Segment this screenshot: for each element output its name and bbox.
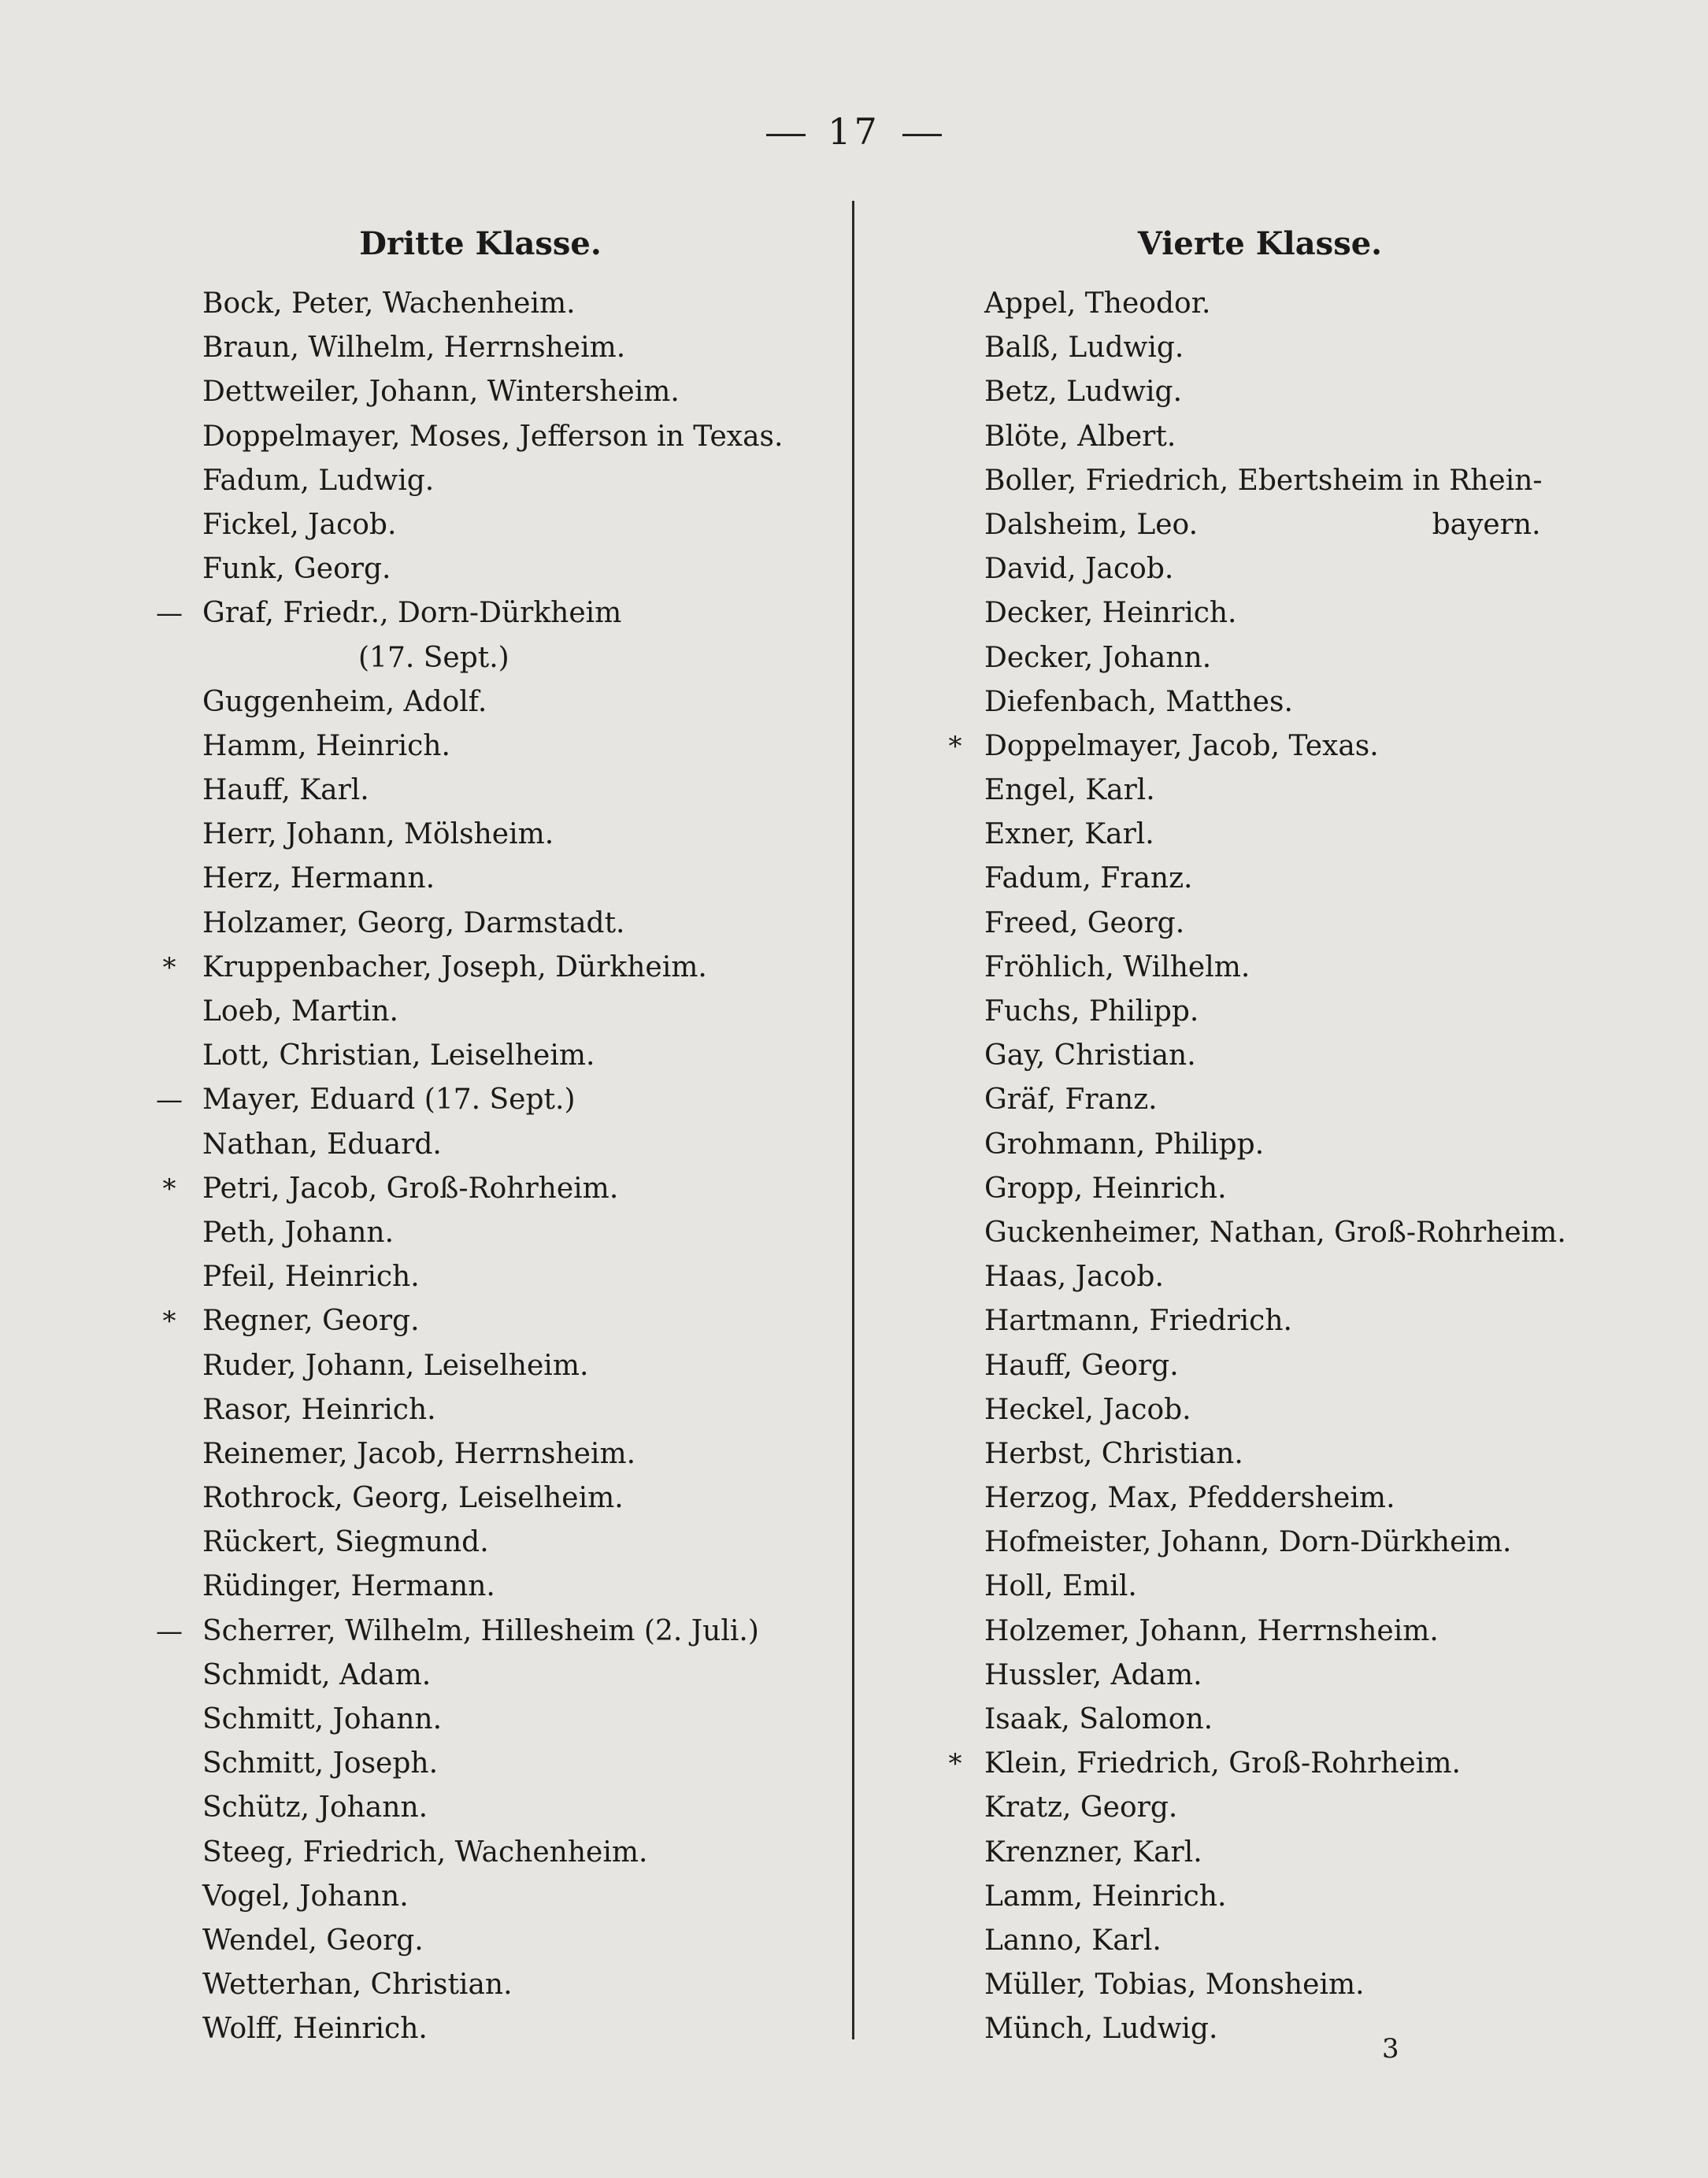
list-item [142, 1034, 819, 1078]
entry-text: Schmidt, Adam. [202, 1658, 432, 1691]
list-item [142, 1255, 819, 1299]
list-item [142, 857, 819, 901]
list-item [937, 1388, 1583, 1432]
list-item [937, 459, 1583, 503]
list-item [937, 1167, 1583, 1211]
entry-text: Gay, Christian. [984, 1039, 1196, 1072]
entry-text: Fröhlich, Wilhelm. [984, 950, 1250, 983]
entry-mark: * [162, 1172, 176, 1205]
entry-text: Haas, Jacob. [984, 1261, 1164, 1294]
entry-text: Klein, Friedrich, Groß-Rohrheim. [984, 1747, 1461, 1780]
entry-text: Lott, Christian, Leiselheim. [202, 1039, 595, 1072]
entry-mark: — [156, 598, 183, 630]
entry-text: Schmitt, Johann. [202, 1703, 443, 1735]
entry-text: Pfeil, Heinrich. [202, 1261, 420, 1294]
list-item [937, 591, 1583, 635]
entry-text: Heckel, Jacob. [984, 1393, 1191, 1426]
list-item [142, 680, 819, 724]
list-item [937, 1875, 1583, 1919]
entry-text: Regner, Georg. [202, 1305, 420, 1338]
entry-text: Graf, Friedr., Dorn-Dürkheim [202, 597, 622, 630]
list-item [142, 1609, 819, 1654]
list-item [937, 2007, 1583, 2051]
entry-text: Loeb, Martin. [202, 995, 398, 1028]
entry-text: Peth, Johann. [202, 1216, 395, 1249]
entry-text: Herz, Hermann. [202, 862, 435, 895]
header-dash-left [766, 134, 806, 136]
right-entry-list [937, 282, 1583, 2052]
list-item [937, 1565, 1583, 1609]
list-item [937, 503, 1583, 547]
list-item [142, 902, 819, 946]
entry-text: Doppelmayer, Jacob, Texas. [984, 729, 1379, 762]
list-item [142, 1078, 819, 1122]
list-item [142, 1211, 819, 1255]
entry-text: Scherrer, Wilhelm, Hillesheim (2. Juli.) [202, 1614, 759, 1647]
entry-text: Mayer, Eduard (17. Sept.) [202, 1083, 576, 1117]
list-item [937, 1211, 1583, 1255]
list-item [937, 282, 1583, 326]
entry-text: Isaak, Salomon. [984, 1703, 1213, 1735]
list-item [937, 1963, 1583, 2007]
list-item [937, 1034, 1583, 1078]
list-item [142, 1521, 819, 1565]
left-entry-list [142, 282, 819, 2052]
entry-text: Funk, Georg. [202, 553, 391, 586]
list-item [937, 1831, 1583, 1875]
entry-mark: — [156, 1615, 183, 1647]
list-item [937, 547, 1583, 591]
entry-text: Hartmann, Friedrich. [984, 1305, 1292, 1338]
list-item [937, 1078, 1583, 1122]
entry-text: Wendel, Georg. [202, 1924, 424, 1957]
list-item [937, 1344, 1583, 1388]
list-item [142, 1123, 819, 1167]
list-item [937, 990, 1583, 1034]
entry-text: Blöte, Albert. [984, 420, 1176, 453]
entry-text: Guckenheimer, Nathan, Groß-Rohrheim. [984, 1216, 1566, 1249]
list-item [142, 547, 819, 591]
list-item [937, 1299, 1583, 1343]
list-item [937, 769, 1583, 813]
left-column-title: Dritte Klasse. [359, 225, 602, 262]
entry-text: Vogel, Johann. [202, 1880, 409, 1913]
entry-text: Lanno, Karl. [984, 1924, 1162, 1957]
list-item [937, 1123, 1583, 1167]
entry-text: Balß, Ludwig. [984, 332, 1184, 365]
list-item [142, 1299, 819, 1343]
entry-text: Schütz, Johann. [202, 1791, 428, 1824]
entry-text: Exner, Karl. [984, 818, 1154, 851]
entry-mark: * [948, 730, 962, 762]
right-column-title: Vierte Klasse. [1137, 225, 1383, 262]
list-item [142, 636, 819, 680]
entry-text: Gropp, Heinrich. [984, 1172, 1227, 1205]
entry-mark: * [162, 1306, 176, 1338]
entry-text: Decker, Johann. [984, 641, 1212, 674]
list-item [142, 415, 819, 459]
entry-text: Boller, Friedrich, Ebertsheim in Rhein- [984, 464, 1543, 497]
list-item [937, 902, 1583, 946]
entry-text: Gräf, Franz. [984, 1083, 1158, 1117]
entry-text: Fadum, Franz. [984, 862, 1193, 895]
list-item [937, 1521, 1583, 1565]
list-item [142, 946, 819, 990]
list-item [142, 1167, 819, 1211]
list-item [142, 769, 819, 813]
page-number: 17 [828, 110, 880, 153]
list-item [937, 1255, 1583, 1299]
list-item [142, 1565, 819, 1609]
list-item [142, 1698, 819, 1742]
list-item [937, 1919, 1583, 1963]
list-item [937, 857, 1583, 901]
page-header [0, 110, 1708, 153]
entry-text: Diefenbach, Matthes. [984, 685, 1293, 718]
list-item [937, 1609, 1583, 1654]
entry-text: Holzamer, Georg, Darmstadt. [202, 906, 625, 939]
list-item [142, 1786, 819, 1830]
list-item [142, 370, 819, 414]
list-item [142, 503, 819, 547]
list-item [142, 326, 819, 370]
entry-text: Rückert, Siegmund. [202, 1526, 489, 1559]
list-item [937, 636, 1583, 680]
column-divider [852, 201, 854, 2039]
entry-text: Müller, Tobias, Monsheim. [984, 1969, 1365, 2002]
list-item [142, 591, 819, 635]
entry-mark: * [162, 951, 176, 983]
list-item [142, 1344, 819, 1388]
entry-text: Rüdinger, Hermann. [202, 1570, 495, 1603]
list-item [937, 415, 1583, 459]
entry-text: Ruder, Johann, Leiselheim. [202, 1349, 589, 1382]
entry-text: Fuchs, Philipp. [984, 995, 1199, 1028]
entry-text: (17. Sept.) [358, 641, 509, 674]
list-item [937, 1654, 1583, 1698]
list-item [142, 282, 819, 326]
entry-mark: * [948, 1748, 962, 1780]
entry-text: Bock, Peter, Wachenheim. [202, 287, 576, 320]
list-item [937, 1476, 1583, 1521]
entry-text: Lamm, Heinrich. [984, 1880, 1227, 1913]
list-item [142, 1875, 819, 1919]
entry-text: Hauff, Karl. [202, 774, 369, 807]
entry-text: Holl, Emil. [984, 1570, 1137, 1603]
entry-text: Reinemer, Jacob, Herrnsheim. [202, 1437, 636, 1470]
list-item [142, 1388, 819, 1432]
list-item [142, 1831, 819, 1875]
list-item [142, 1742, 819, 1786]
list-item [142, 724, 819, 769]
entry-text: Münch, Ludwig. [984, 2013, 1218, 2046]
entry-text: Hamm, Heinrich. [202, 729, 450, 762]
list-item [142, 1476, 819, 1521]
entry-text: Hofmeister, Johann, Dorn-Dürkheim. [984, 1526, 1512, 1559]
entry-text: Hussler, Adam. [984, 1658, 1202, 1691]
entry-text: Holzemer, Johann, Herrnsheim. [984, 1614, 1439, 1647]
left-column [142, 220, 819, 2052]
header-dash-right [902, 134, 942, 136]
entry-text: Betz, Ludwig. [984, 376, 1183, 409]
entry-text: Steeg, Friedrich, Wachenheim. [202, 1835, 648, 1869]
entry-text: Herbst, Christian. [984, 1437, 1243, 1470]
entry-text: Engel, Karl. [984, 774, 1155, 807]
list-item [142, 459, 819, 503]
entry-text: David, Jacob. [984, 553, 1174, 586]
sheet-number: 3 [1382, 2033, 1399, 2065]
entry-text: Wolff, Heinrich. [202, 2013, 428, 2046]
list-item [937, 1742, 1583, 1786]
entry-text: Fadum, Ludwig. [202, 464, 435, 497]
right-column [937, 220, 1583, 2052]
list-item [937, 370, 1583, 414]
list-item [937, 1432, 1583, 1476]
entry-text: Nathan, Eduard. [202, 1128, 442, 1161]
entry-text: Decker, Heinrich. [984, 597, 1237, 630]
list-item [142, 1432, 819, 1476]
entry-text: Krenzner, Karl. [984, 1835, 1202, 1869]
list-item [142, 1919, 819, 1963]
list-item [142, 1654, 819, 1698]
entry-text: Herzog, Max, Pfeddersheim. [984, 1482, 1395, 1515]
list-item [937, 326, 1583, 370]
entry-mark: — [156, 1084, 183, 1117]
list-item [142, 990, 819, 1034]
entry-text: Kratz, Georg. [984, 1791, 1178, 1824]
entry-text: Guggenheim, Adolf. [202, 685, 487, 718]
list-item [142, 2007, 819, 2051]
entry-text: Doppelmayer, Moses, Jefferson in Texas. [202, 420, 784, 453]
entry-text: Rasor, Heinrich. [202, 1393, 436, 1426]
list-item [937, 724, 1583, 769]
entry-text: Herr, Johann, Mölsheim. [202, 818, 554, 851]
list-item [937, 946, 1583, 990]
entry-text: Freed, Georg. [984, 906, 1185, 939]
entry-text: Petri, Jacob, Groß-Rohrheim. [202, 1172, 619, 1205]
entry-text: Wetterhan, Christian. [202, 1969, 513, 2002]
entry-text: Schmitt, Joseph. [202, 1747, 439, 1780]
list-item [142, 1963, 819, 2007]
entry-text: Dalsheim, Leo. bayern. [984, 508, 1541, 541]
entry-text: Grohmann, Philipp. [984, 1128, 1265, 1161]
entry-text: Hauff, Georg. [984, 1349, 1179, 1382]
entry-text: Braun, Wilhelm, Herrnsheim. [202, 332, 626, 365]
entry-text: Dettweiler, Johann, Wintersheim. [202, 376, 680, 409]
entry-text: Kruppenbacher, Joseph, Dürkheim. [202, 950, 707, 983]
list-item [937, 1698, 1583, 1742]
list-item [142, 813, 819, 857]
entry-text: Rothrock, Georg, Leiselheim. [202, 1482, 624, 1515]
list-item [937, 1786, 1583, 1830]
entry-text: Fickel, Jacob. [202, 508, 397, 541]
list-item [937, 680, 1583, 724]
list-item [937, 813, 1583, 857]
entry-text: Appel, Theodor. [984, 287, 1211, 320]
